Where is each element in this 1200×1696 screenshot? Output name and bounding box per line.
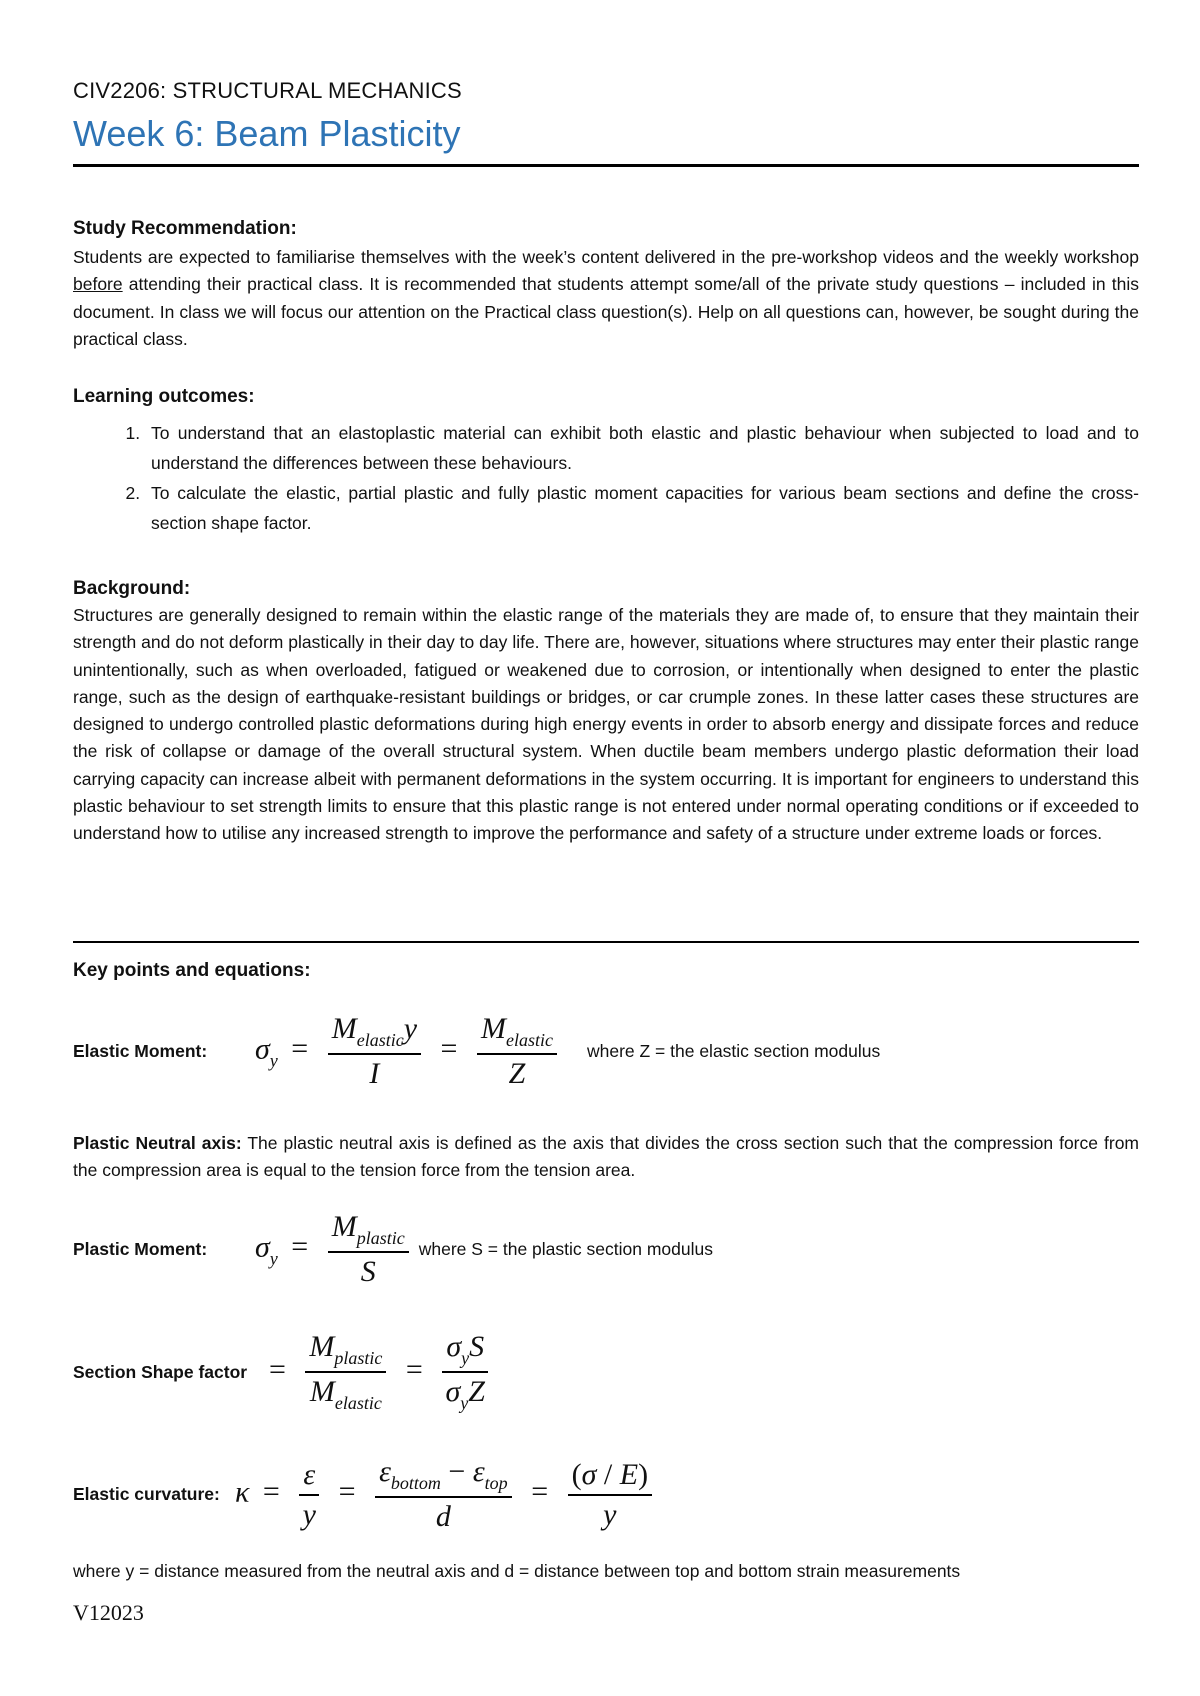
curvature-note-block: [73, 1558, 1139, 1585]
elastic-moment-row: [73, 1012, 880, 1091]
background-heading: Background:: [73, 578, 191, 599]
background-section: [73, 578, 1139, 848]
study-text-a: Students are expected to familiarise themselves with the week’s content delivered in the pre-workshop videos and the weekly workshop: [73, 247, 1139, 267]
shape-factor-equation: = $\frac{M_{plastic}}{M_{elastic}}$ = $\frac{\sigma_yS}{\sigma_yZ}$: [263, 1330, 494, 1414]
outcome-item-1: 1. To understand that an elastoplastic material can exhibit both elastic and plastic behaviour when subjected to load and to understand the differences between these behaviours.: [145, 418, 1139, 478]
version-label: V12023: [73, 1600, 144, 1625]
learning-outcomes-section: [73, 386, 1139, 538]
study-heading: Study Recommendation:: [73, 218, 297, 239]
outcomes-list: [73, 418, 1139, 538]
title-divider: [73, 164, 1139, 167]
neutral-axis-label: Plastic Neutral axis:: [73, 1133, 242, 1153]
background-paragraph: Structures are generally designed to remain within the elastic range of the materials they are made of, to ensure that they maintain their strength and do not deform plastically in their day to day life. There are, however, situations where structures may enter their plastic range unintentionally, such as when overloaded, fatigued or weakened due to corrosion, or intentionally when designed to enter the plastic range, such as the design of earthquake-resistant buildings or bridges, or car crumple zones. In these latter cases these structures are designed to undergo controlled plastic deformations during high energy events in order to absorb energy and dissipate forces and reduce the risk of collapse or damage of the overall structural system. When ductile beam members undergo plastic deformation their load carrying capacity can increase albeit with permanent deformations in the system occurring. It is important for engineers to understand this plastic behaviour to set strength limits to ensure that this plastic range is not entered under normal operating conditions or if exceeded to understand how to utilise any increased strength to improve the performance and safety of a structure under extreme loads or forces.: [73, 605, 1139, 844]
plastic-moment-equation: $\sigma_y$ = $\frac{M_{plastic}}{S}$: [255, 1210, 415, 1289]
neutral-axis-text: The plastic neutral axis is defined as the axis that divides the cross section such that the compression force from the compression area is equal to the tension force from the tension area.: [73, 1133, 1140, 1181]
elastic-moment-note: where Z = the elastic section modulus: [586, 1041, 881, 1061]
elastic-moment-equation: $\sigma_y$ = $\frac{M_{elastic}y}{I}$ = $\frac{M_{elastic}}{Z}$: [255, 1012, 563, 1091]
page-title: Week 6: Beam Plasticity: [73, 113, 461, 154]
elastic-moment-label: Elastic Moment:: [73, 1041, 208, 1061]
section-divider: [73, 941, 1139, 943]
plastic-moment-note: where S = the plastic section modulus: [418, 1239, 713, 1259]
study-recommendation-section: [73, 218, 1139, 353]
outcome-item-2: 2. To calculate the elastic, partial plastic and fully plastic moment capacities for various beam sections and define the cross-section shape factor.: [145, 478, 1139, 538]
curvature-equation: κ = $\frac{\varepsilon}{y}$ = $\frac{\varepsilon_{bottom} - \varepsilon_{top}}{d}$ = $\frac{(\sigma / E)}{y}$: [235, 1455, 658, 1534]
keypoints-heading: Key points and equations:: [73, 960, 311, 981]
shape-factor-label: Section Shape factor: [73, 1361, 248, 1382]
plastic-moment-row: [73, 1210, 713, 1289]
curvature-note: where y = distance measured from the neutral axis and d = distance between top and bottom strain measurements: [73, 1561, 961, 1581]
course-code: CIV2206: STRUCTURAL MECHANICS: [73, 78, 462, 103]
outcomes-heading: Learning outcomes:: [73, 386, 255, 407]
neutral-axis-block: [73, 1130, 1139, 1185]
study-underlined-word: before: [73, 274, 123, 295]
shape-factor-row: [73, 1330, 494, 1414]
curvature-row: [73, 1455, 658, 1534]
neutral-axis-paragraph: [73, 1130, 1139, 1185]
plastic-moment-label: Plastic Moment:: [73, 1239, 208, 1259]
study-text-b: attending their practical class. It is recommended that students attempt some/all of the private study questions – included in this document. In class we will focus our attention on the Practical class question(s). Help on all questions can, however, be sought during the practical class.: [73, 274, 1139, 349]
study-paragraph: [73, 244, 1139, 353]
keypoints-section: [73, 960, 1139, 982]
curvature-label: Elastic curvature:: [73, 1484, 220, 1504]
